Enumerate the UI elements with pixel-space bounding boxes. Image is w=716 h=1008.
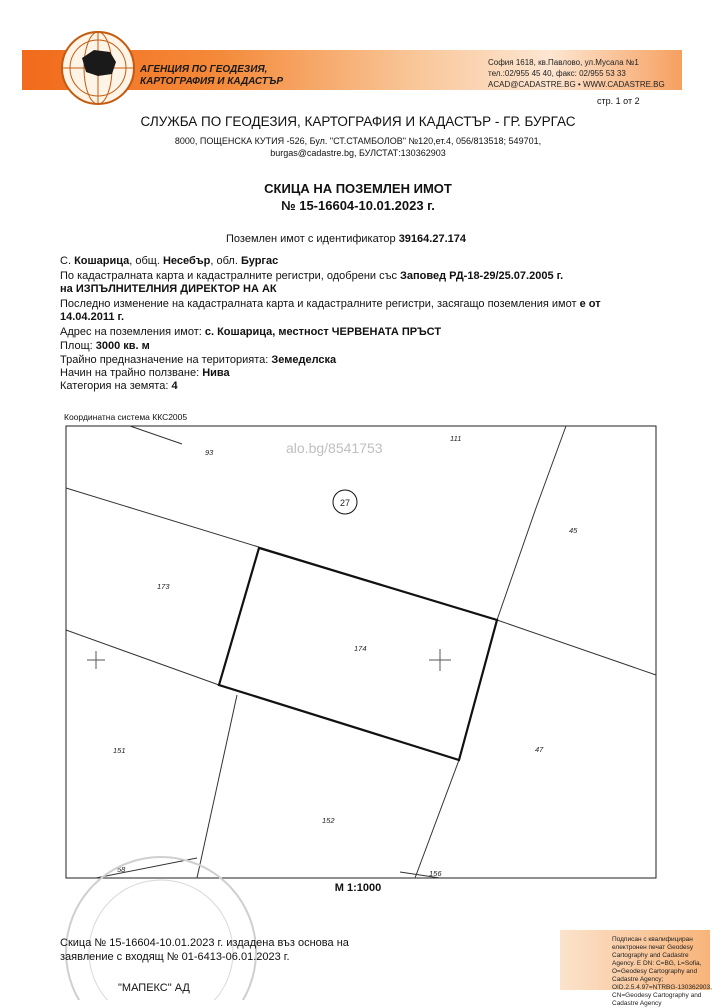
- boundary-line: [197, 695, 237, 878]
- municipality-value: Несебър: [162, 255, 211, 267]
- parcel-label: 151: [113, 746, 126, 755]
- parcel-label: 47: [535, 745, 544, 754]
- office-address-line2: burgas@cadastre.bg, БУЛСТАТ:130362903: [270, 148, 446, 158]
- quarter-number: 27: [339, 498, 351, 508]
- parcel-label: 152: [322, 816, 335, 825]
- municipality-label: , общ.: [129, 255, 160, 267]
- parcel-174-outline: [219, 548, 497, 760]
- area-value: 3000 кв. м: [95, 340, 150, 352]
- boundary-line: [497, 508, 536, 620]
- coordinate-system: Координатна система ККС2005: [64, 412, 188, 422]
- page-number: стр. 1 от 2: [597, 96, 640, 106]
- purpose-label: Трайно предназначение на територията:: [60, 354, 269, 366]
- parcel-label: 58: [117, 865, 126, 874]
- electronic-signature: Подписан с квалифициран електронен печат Geodesy Cartography and Cadastre Agency. Е DN: C=BG, L=Sofia, O=Geodesy Cartography and Cadastre Agency; OID.2.5.4.97=NTRBG-130362903, CN=Geodesy Cartography and Cadastre Agency: [612, 936, 712, 1007]
- address-value: с. Кошарица, местност ЧЕРВЕНАТА ПРЪСТ: [204, 326, 442, 338]
- parcel-label: 45: [569, 526, 578, 535]
- boundary-line: [66, 630, 219, 685]
- area-label: Площ:: [60, 340, 93, 352]
- contact-web: ACAD@CADASTRE.BG • WWW.CADASTRE.BG: [488, 80, 665, 89]
- parcel-label: 93: [205, 448, 214, 457]
- footer-line2: заявление с входящ № 01-6413-06.01.2023 г.: [60, 951, 290, 963]
- address-label: Адрес на поземления имот:: [60, 326, 202, 338]
- office-address-line1: 8000, ПОЩЕНСКА КУТИЯ -526, Бул. "СТ.СТАМБОЛОВ" №120,ет.4, 056/813518; 549701,: [174, 136, 542, 146]
- boundary-line: [536, 426, 566, 508]
- village-prefix: С.: [60, 255, 71, 267]
- agency-name-line2: КАРТОГРАФИЯ И КАДАСТЪР: [140, 76, 284, 87]
- office-title: СЛУЖБА ПО ГЕОДЕЗИЯ, КАРТОГРАФИЯ И КАДАСТЪР - ГР. БУРГАС: [140, 114, 576, 129]
- boundary-line: [415, 760, 459, 878]
- footer-line1: Скица № 15-16604-10.01.2023 г. издадена въз основа на: [60, 937, 349, 949]
- boundary-line: [130, 426, 182, 444]
- purpose-value: Земеделска: [271, 354, 337, 366]
- last-change-text: Последно изменение на кадастралната карта и кадастралните регистри, засягащо поземления имот: [60, 298, 577, 310]
- parcel-label: 111: [450, 434, 462, 443]
- usage-label: Начин на трайно ползване:: [60, 367, 200, 379]
- document-title-line1: СКИЦА НА ПОЗЕМЛЕН ИМОТ: [264, 181, 452, 196]
- executive-line: на ИЗПЪЛНИТЕЛНИЯ ДИРЕКТОР НА АК: [60, 283, 277, 295]
- boundary-line: [497, 620, 656, 675]
- official-stamp: [36, 852, 286, 1000]
- parcel-label: 174: [354, 644, 367, 653]
- grid-cross: [429, 649, 451, 671]
- agency-name-line1: АГЕНЦИЯ ПО ГЕОДЕЗИЯ,: [140, 64, 268, 75]
- order-value: Заповед РД-18-29/25.07.2005 г.: [400, 270, 564, 282]
- contact-phone: тел.:02/955 45 40, факс: 02/955 53 33: [488, 69, 626, 78]
- parcel-label: 173: [157, 582, 170, 591]
- map-scale: М 1:1000: [334, 882, 382, 894]
- region-value: Бургас: [240, 255, 279, 267]
- last-change-date: 14.04.2011 г.: [60, 311, 125, 323]
- company-name: "МАПЕКС" АД: [118, 982, 190, 994]
- usage-value: Нива: [202, 367, 230, 379]
- region-label: , обл.: [210, 255, 238, 267]
- property-id-label: Поземлен имот с идентификатор: [226, 233, 396, 245]
- category-value: 4: [171, 380, 178, 392]
- category-label: Категория на земята:: [60, 380, 169, 392]
- parcel-label: 156: [429, 869, 442, 878]
- last-change-prefix: е от: [579, 298, 601, 310]
- village-value: Кошарица: [74, 255, 130, 267]
- grid-cross: [87, 651, 105, 669]
- footer-text: [60, 936, 349, 964]
- contact-address: София 1618, кв.Павлово, ул.Мусала №1: [488, 58, 639, 67]
- watermark-text: alo.bg/8541753: [286, 440, 383, 456]
- map-approval-text: По кадастралната карта и кадастралните регистри, одобрени със: [60, 270, 397, 282]
- property-id-value: 39164.27.174: [398, 233, 466, 245]
- document-number: № 15-16604-10.01.2023 г.: [281, 198, 435, 213]
